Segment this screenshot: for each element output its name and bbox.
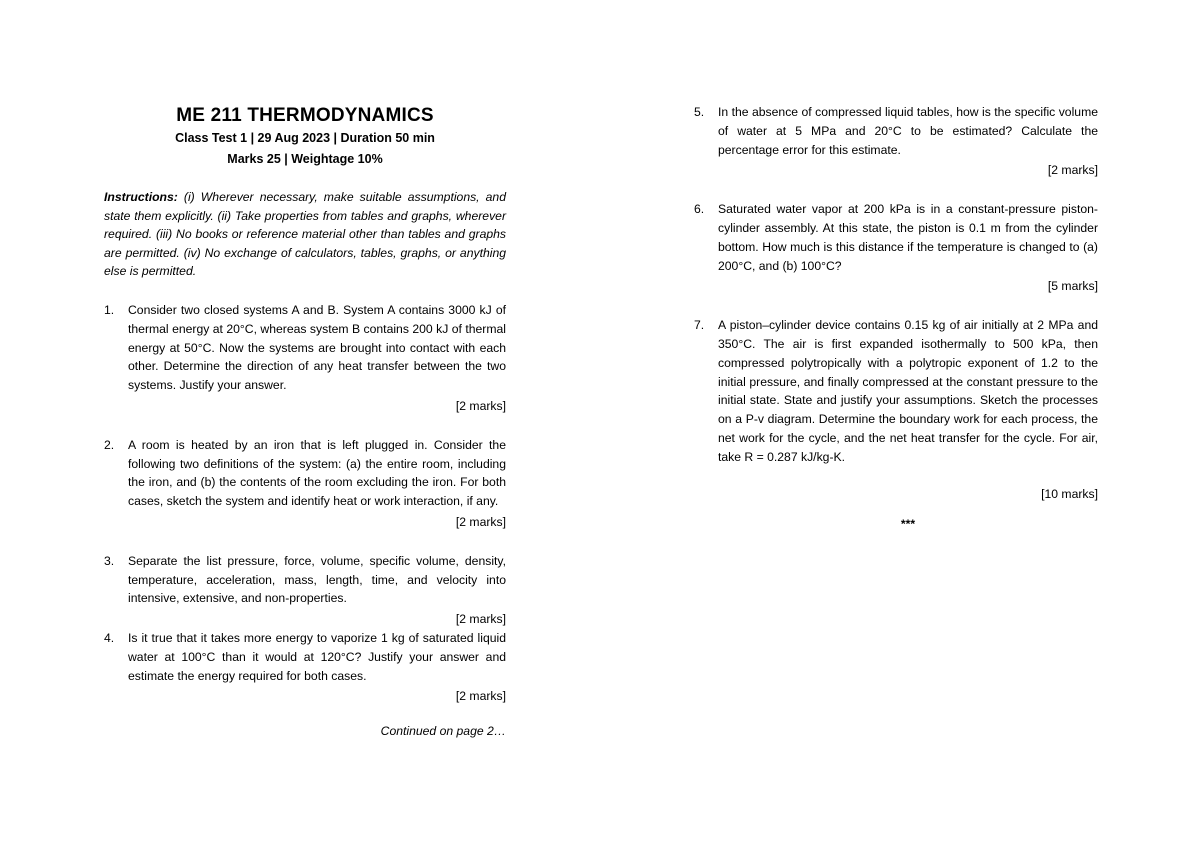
question-text: A room is heated by an iron that is left plugged in. Consider the following two definitions of the system: (a) the entire room, including the iron, and (b) the contents of the room excluding the iron. For both cases, sketch the system and identify heat or work interaction, if any. bbox=[128, 437, 506, 509]
question-marks: [2 marks] bbox=[1047, 163, 1098, 178]
instructions-lead: Instructions: bbox=[104, 190, 178, 204]
title-block bbox=[104, 104, 506, 170]
question-number: 1. bbox=[104, 302, 115, 317]
question-marks: [2 marks] bbox=[455, 398, 506, 413]
question-4 bbox=[104, 629, 506, 706]
question-6 bbox=[694, 200, 1098, 296]
question-text: Saturated water vapor at 200 kPa is in a constant-pressure piston-cylinder assembly. At this state, the piston is 0.1 m from the cylinder bottom. How much is this distance if the temperature is changed to (a) 200°C, and (b) 100°C? bbox=[718, 202, 1098, 273]
instructions bbox=[104, 188, 506, 281]
question-number: 4. bbox=[104, 630, 115, 645]
question-number: 7. bbox=[694, 318, 705, 333]
question-1 bbox=[104, 301, 506, 416]
continued-note: Continued on page 2… bbox=[380, 724, 506, 739]
question-text: A piston–cylinder device contains 0.15 kg of air initially at 2 MPa and 350°C. The air is first expanded isothermally to 500 kPa, then compressed polytropically with a polytropic exponent of 1.2 to the initial pressure, and finally compressed at the constant pressure to the initial state. State and justify your assumptions. Sketch the processes on a P-v diagram. Determine the boundary work for each process, the net work for the cycle, and the net heat transfer for the cycle. For air, take R = 0.287 kJ/kg-K. bbox=[718, 318, 1098, 464]
end-mark: *** bbox=[900, 517, 916, 532]
question-number: 2. bbox=[104, 437, 115, 452]
question-text: Consider two closed systems A and B. System A contains 3000 kJ of thermal energy at 20°C, whereas system B contains 200 kJ of thermal energy at 50°C. Now the systems are brought into contact with each other. Determine the direction of any heat transfer between the two systems. Justify your answer. bbox=[128, 302, 506, 393]
question-marks: [2 marks] bbox=[455, 689, 506, 704]
question-3 bbox=[104, 552, 506, 629]
page-title: ME 211 THERMODYNAMICS bbox=[176, 105, 434, 126]
question-number: 6. bbox=[694, 202, 705, 217]
question-marks: [2 marks] bbox=[455, 514, 506, 529]
left-column bbox=[104, 0, 506, 738]
question-7 bbox=[694, 316, 1098, 503]
question-text: Is it true that it takes more energy to vaporize 1 kg of saturated liquid water at 100°C than it would at 120°C? Justify your answer and estimate the energy required for both cases. bbox=[128, 630, 506, 683]
question-marks: [2 marks] bbox=[455, 612, 506, 627]
right-column bbox=[694, 0, 1098, 531]
question-text: Separate the list pressure, force, volume, specific volume, density, temperature, acceleration, mass, length, time, and velocity into intensive, extensive, and non-properties. bbox=[128, 553, 506, 606]
question-marks: [5 marks] bbox=[1047, 279, 1098, 294]
question-number: 3. bbox=[104, 553, 115, 568]
question-5 bbox=[694, 103, 1098, 180]
question-marks: [10 marks] bbox=[1041, 486, 1098, 501]
instructions-text: (i) Wherever necessary, make suitable assumptions, and state them explicitly. (ii) Take properties from tables and graphs, wherever required. (iii) No books or reference material other than tables and graphs are permitted. (iv) No exchange of calculators, tables, graphs, or anything else is permitted. bbox=[104, 190, 506, 279]
test-details: Class Test 1 | 29 Aug 2023 | Duration 50 min bbox=[175, 131, 435, 145]
question-2 bbox=[104, 436, 506, 532]
question-text: In the absence of compressed liquid tables, how is the specific volume of water at 5 MPa and 20°C to be estimated? Calculate the percentage error for this estimate. bbox=[718, 105, 1098, 157]
question-number: 5. bbox=[694, 105, 705, 119]
marks-weightage: Marks 25 | Weightage 10% bbox=[227, 152, 383, 166]
